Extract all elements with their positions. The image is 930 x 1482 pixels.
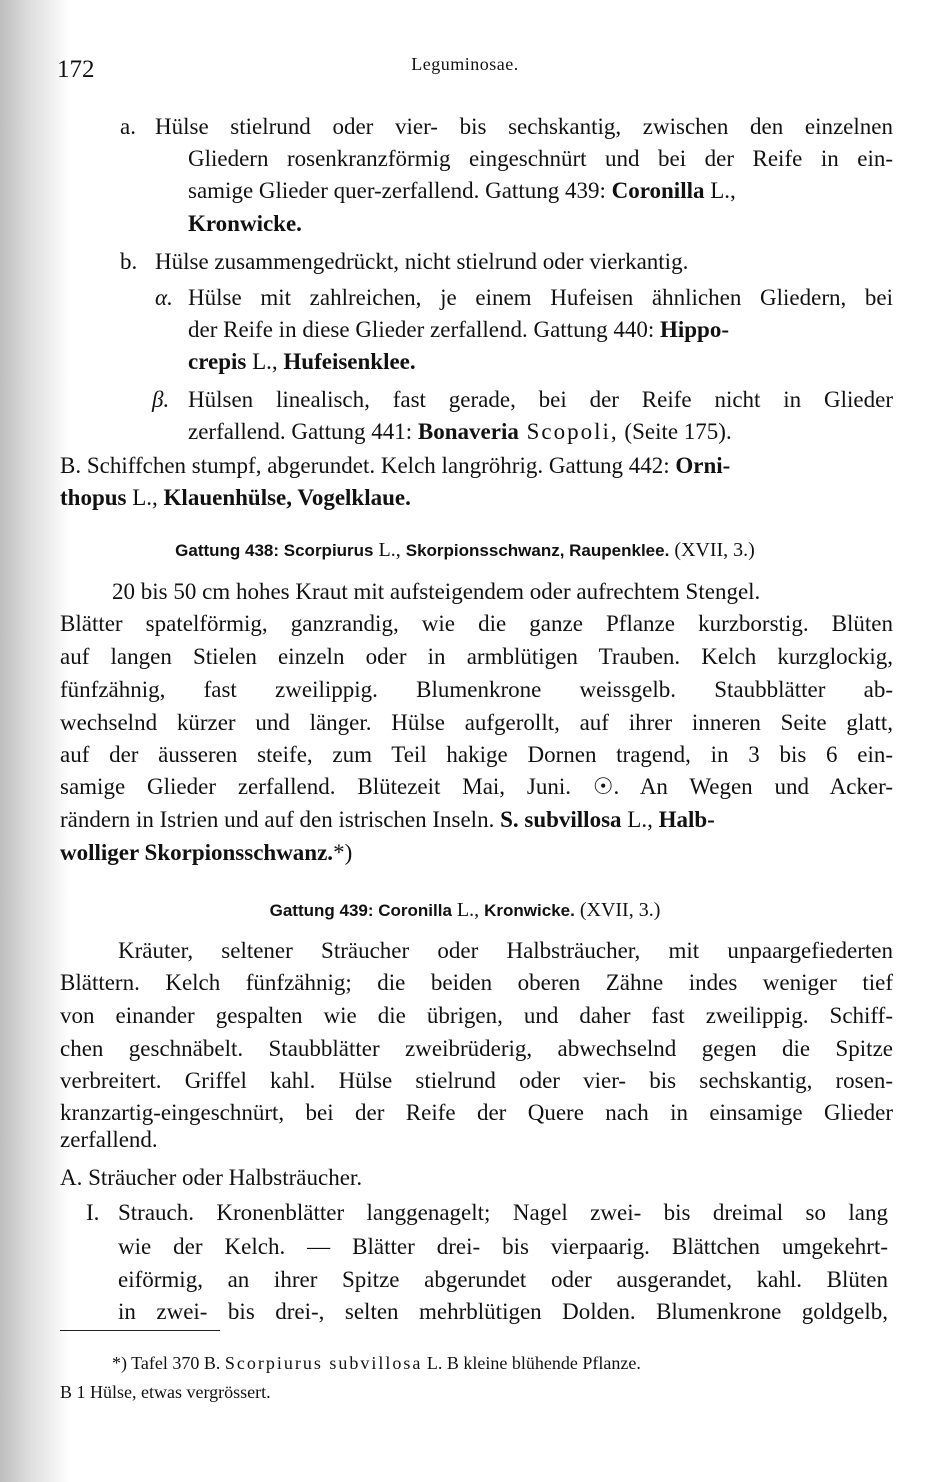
key-a-line-1: Hülse stielrund oder vier- bis sechskantig, zwischen den einzelnen [155, 114, 893, 139]
s439-I-line-3: eiförmig, an ihrer Spitze abgerundet oder ausgerandet, kahl. Blüten [118, 1267, 888, 1292]
s439-line-4: chen geschnäbelt. Staubblätter zweibrüderig, abwechselnd gegen die Spitze [60, 1036, 893, 1061]
key-a-marker: a. [120, 114, 136, 139]
key-B-line-1: B. Schiffchen stumpf, abgerundet. Kelch langröhrig. Gattung 442: Orni- [60, 453, 731, 478]
key-beta-line-2: zerfallend. Gattung 441: Bonaveria Scopoli, (Seite 175). [188, 419, 732, 444]
key-beta-marker: β. [152, 387, 170, 412]
s438-line-3: auf langen Stielen einzeln oder in armblütigen Trauben. Kelch kurzglockig, [60, 644, 893, 669]
s439-I-line-4: in zwei- bis drei-, selten mehrblütigen Dolden. Blumenkrone goldgelb, [118, 1299, 888, 1324]
genus-name: Coronilla [611, 178, 705, 203]
s439-I-line-2: wie der Kelch. — Blätter drei- bis vierpaarig. Blättchen umgekehrt- [118, 1234, 888, 1259]
section-438-heading: Gattung 438: Scorpiurus L., Skorpionsschwanz, Raupenklee. (XVII, 3.) [175, 539, 755, 561]
section-439-heading: Gattung 439: Coronilla L., Kronwicke. (XVII, 3.) [269, 899, 661, 921]
s439-line-2: Blättern. Kelch fünfzähnig; die beiden oberen Zähne indes weniger tief [60, 970, 893, 995]
footnote-rule [60, 1330, 220, 1331]
running-title: Leguminosae. [411, 54, 519, 74]
s438-line-1: 20 bis 50 cm hohes Kraut mit aufsteigendem oder aufrechtem Stengel. [112, 579, 761, 604]
key-a-line-2: Gliedern rosenkranzförmig eingeschnürt und bei der Reife in ein- [188, 146, 893, 171]
s438-line-4: fünfzähnig, fast zweilippig. Blumenkrone weissgelb. Staubblätter ab- [60, 677, 893, 702]
page-number: 172 [57, 56, 95, 83]
key-a-line-3: samige Glieder quer-zerfallend. Gattung 439: Coronilla L., [188, 178, 736, 203]
key-b-marker: b. [120, 249, 138, 274]
key-a-line-4: Kronwicke. [188, 211, 302, 236]
s438-line-5: wechselnd kürzer und länger. Hülse aufgerollt, auf ihrer inneren Seite glatt, [60, 710, 893, 735]
s438-line-9: wolliger Skorpionsschwanz.*) [60, 840, 353, 865]
s438-line-2: Blätter spatelförmig, ganzrandig, wie die ganze Pflanze kurzborstig. Blüten [60, 611, 893, 636]
footnote-line-2: B 1 Hülse, etwas vergrössert. [60, 1382, 271, 1402]
key-alpha-marker: α. [155, 285, 173, 310]
key-b-line-1: Hülse zusammengedrückt, nicht stielrund oder vierkantig. [155, 249, 689, 274]
s439-line-3: von einander gespalten wie die übrigen, und daher fast zweilippig. Schiff- [60, 1003, 893, 1028]
s438-line-7: samige Glieder zerfallend. Blütezeit Mai, Juni. ☉. An Wegen und Acker- [60, 774, 893, 799]
s439-line-7: zerfallend. [60, 1127, 158, 1152]
footnote-line-1: *) Tafel 370 B. Scorpiurus subvillosa L. B kleine blühende Pflanze. [112, 1353, 641, 1373]
s438-line-6: auf der äusseren steife, zum Teil hakige Dornen tragend, in 3 bis 6 ein- [60, 742, 893, 767]
s439-line-5: verbreitert. Griffel kahl. Hülse stielrund oder vier- bis sechskantig, rosen- [60, 1068, 893, 1093]
s439-line-1: Kräuter, seltener Sträucher oder Halbsträucher, mit unpaargefiederten [118, 938, 893, 963]
s439-line-6: kranzartig-eingeschnürt, bei der Reife der Quere nach in einsamige Glieder [60, 1100, 893, 1125]
s438-line-8: rändern in Istrien und auf den istrischen Inseln. S. subvillosa L., Halb- [60, 807, 715, 832]
s439-I-line-1: Strauch. Kronenblätter langgenagelt; Nagel zwei- bis dreimal so lang [118, 1200, 888, 1225]
key-B-line-2: thopus L., Klauenhülse, Vogelklaue. [60, 485, 411, 510]
key-alpha-line-2: der Reife in diese Glieder zerfallend. Gattung 440: Hippo- [188, 317, 729, 342]
key-alpha-line-3: crepis L., Hufeisenklee. [188, 349, 416, 374]
key-alpha-line-1: Hülse mit zahlreichen, je einem Hufeisen ähnlichen Gliedern, bei [188, 285, 893, 310]
s439-group-I-marker: I. [86, 1200, 100, 1225]
s439-group-A: A. Sträucher oder Halbsträucher. [60, 1165, 363, 1190]
key-beta-line-1: Hülsen linealisch, fast gerade, bei der Reife nicht in Glieder [188, 387, 893, 412]
